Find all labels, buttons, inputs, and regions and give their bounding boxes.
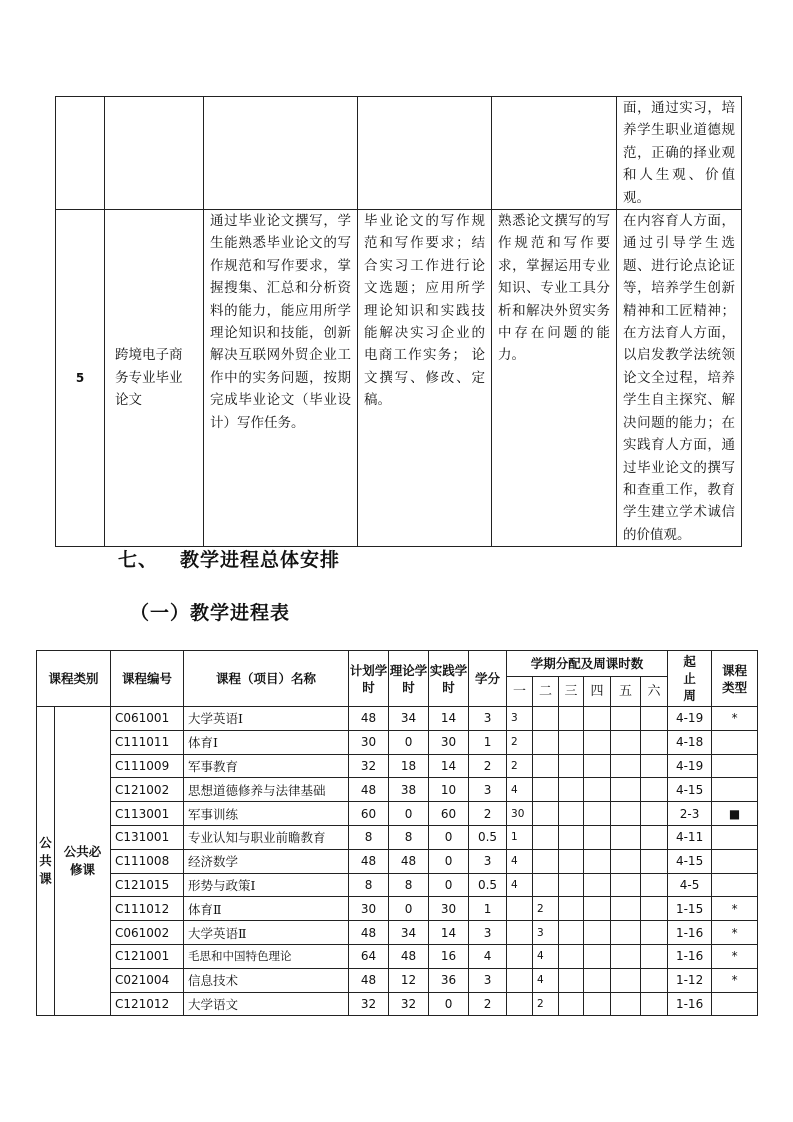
semester-hours-6 xyxy=(641,778,668,802)
semester-hours-5 xyxy=(611,754,641,778)
table-row xyxy=(37,778,758,802)
table-row xyxy=(37,825,758,849)
semester-hours-1: 4 xyxy=(507,873,533,897)
semester-hours-6 xyxy=(641,992,668,1016)
course-code: C121012 xyxy=(111,992,184,1016)
header-theory-hours: 理论学时 xyxy=(389,651,429,707)
course-name: 跨境电子商务专业毕业论文 xyxy=(105,210,204,547)
start-end-weeks: 4-15 xyxy=(668,849,712,873)
start-end-weeks: 4-11 xyxy=(668,825,712,849)
start-end-weeks: 1-16 xyxy=(668,992,712,1016)
semester-hours-1: 30 xyxy=(507,802,533,826)
semester-hours-3 xyxy=(559,802,584,826)
start-end-weeks: 1-12 xyxy=(668,968,712,992)
semester-hours-5 xyxy=(611,968,641,992)
course-type: * xyxy=(712,921,758,945)
table-row xyxy=(56,210,742,547)
semester-hours-3 xyxy=(559,825,584,849)
table-row xyxy=(37,968,758,992)
header-sem-1: 一 xyxy=(507,677,533,707)
semester-hours-3 xyxy=(559,778,584,802)
semester-hours-6 xyxy=(641,921,668,945)
category-level-1: 公共课 xyxy=(37,707,55,1016)
header-row xyxy=(37,651,758,677)
planned-hours: 48 xyxy=(349,707,389,731)
cell-empty xyxy=(105,97,204,210)
course-name: 经济数学 xyxy=(184,849,349,873)
semester-hours-5 xyxy=(611,730,641,754)
semester-hours-5 xyxy=(611,802,641,826)
section-heading xyxy=(118,545,340,572)
credit: 3 xyxy=(469,778,507,802)
course-type: ■ xyxy=(712,802,758,826)
course-code: C061001 xyxy=(111,707,184,731)
theory-hours: 32 xyxy=(389,992,429,1016)
semester-hours-3 xyxy=(559,707,584,731)
planned-hours: 30 xyxy=(349,897,389,921)
course-type: * xyxy=(712,968,758,992)
semester-hours-5 xyxy=(611,944,641,968)
credit: 3 xyxy=(469,707,507,731)
semester-hours-3 xyxy=(559,944,584,968)
semester-hours-4 xyxy=(584,873,611,897)
course-content: 毕业论文的写作规范和写作要求；结合实习工作进行论文选题；应用所学理论知识和实践技能解决实习企业的电商工作实务； 论文撰写、修改、定稿。 xyxy=(358,210,492,547)
semester-hours-2 xyxy=(533,825,559,849)
course-type xyxy=(712,730,758,754)
header-sem-3: 三 xyxy=(559,677,584,707)
semester-hours-4 xyxy=(584,707,611,731)
schedule-body xyxy=(37,707,758,1016)
course-code: C111012 xyxy=(111,897,184,921)
practice-hours: 14 xyxy=(429,707,469,731)
course-type xyxy=(712,849,758,873)
semester-hours-4 xyxy=(584,992,611,1016)
semester-hours-3 xyxy=(559,754,584,778)
practice-hours: 0 xyxy=(429,873,469,897)
semester-hours-5 xyxy=(611,873,641,897)
header-sem-2: 二 xyxy=(533,677,559,707)
course-name: 军事教育 xyxy=(184,754,349,778)
theory-hours: 48 xyxy=(389,849,429,873)
semester-hours-4 xyxy=(584,825,611,849)
course-code: C113001 xyxy=(111,802,184,826)
planned-hours: 60 xyxy=(349,802,389,826)
start-end-weeks: 4-18 xyxy=(668,730,712,754)
table-row xyxy=(37,921,758,945)
semester-hours-1 xyxy=(507,921,533,945)
semester-hours-4 xyxy=(584,754,611,778)
semester-hours-3 xyxy=(559,873,584,897)
credit: 3 xyxy=(469,849,507,873)
theory-hours: 8 xyxy=(389,873,429,897)
semester-hours-1: 4 xyxy=(507,778,533,802)
course-code: C021004 xyxy=(111,968,184,992)
course-name: 专业认知与职业前瞻教育 xyxy=(184,825,349,849)
theory-hours: 8 xyxy=(389,825,429,849)
course-requirement: 熟悉论文撰写的写作规范和写作要求，掌握运用专业知识、专业工具分析和解决外贸实务中存在问题的能力。 xyxy=(492,210,617,547)
header-category: 课程类别 xyxy=(37,651,111,707)
course-type xyxy=(712,754,758,778)
credit: 2 xyxy=(469,754,507,778)
credit: 0.5 xyxy=(469,873,507,897)
course-code: C111009 xyxy=(111,754,184,778)
semester-hours-6 xyxy=(641,968,668,992)
table-row xyxy=(37,849,758,873)
course-code: C111011 xyxy=(111,730,184,754)
semester-hours-6 xyxy=(641,707,668,731)
theory-hours: 38 xyxy=(389,778,429,802)
credit: 1 xyxy=(469,897,507,921)
semester-hours-1: 3 xyxy=(507,707,533,731)
course-name: 大学语文 xyxy=(184,992,349,1016)
semester-hours-2: 4 xyxy=(533,968,559,992)
table-row xyxy=(37,707,758,731)
credit: 1 xyxy=(469,730,507,754)
semester-hours-2 xyxy=(533,873,559,897)
semester-hours-6 xyxy=(641,944,668,968)
course-name: 形势与政策Ⅰ xyxy=(184,873,349,897)
semester-hours-1 xyxy=(507,992,533,1016)
cell-empty xyxy=(204,97,358,210)
semester-hours-6 xyxy=(641,730,668,754)
start-end-weeks: 1-15 xyxy=(668,897,712,921)
header-code: 课程编号 xyxy=(111,651,184,707)
planned-hours: 48 xyxy=(349,921,389,945)
course-code: C121002 xyxy=(111,778,184,802)
semester-hours-1: 4 xyxy=(507,849,533,873)
semester-hours-4 xyxy=(584,921,611,945)
course-name: 毛思和中国特色理论 xyxy=(184,944,349,968)
start-end-weeks: 4-19 xyxy=(668,754,712,778)
course-name: 体育Ⅰ xyxy=(184,730,349,754)
header-sem-4: 四 xyxy=(584,677,611,707)
theory-hours: 34 xyxy=(389,707,429,731)
course-type xyxy=(712,825,758,849)
practice-hours: 0 xyxy=(429,825,469,849)
practice-hours: 0 xyxy=(429,992,469,1016)
theory-hours: 12 xyxy=(389,968,429,992)
course-name: 信息技术 xyxy=(184,968,349,992)
cell-empty xyxy=(56,97,105,210)
planned-hours: 32 xyxy=(349,992,389,1016)
semester-hours-1: 2 xyxy=(507,754,533,778)
subsection-heading: （一）教学进程表 xyxy=(130,602,291,624)
course-code: C111008 xyxy=(111,849,184,873)
table-row xyxy=(37,802,758,826)
course-name: 大学英语Ⅱ xyxy=(184,921,349,945)
practice-hours: 30 xyxy=(429,730,469,754)
planned-hours: 48 xyxy=(349,968,389,992)
course-type xyxy=(712,873,758,897)
practice-hours: 60 xyxy=(429,802,469,826)
practice-hours: 0 xyxy=(429,849,469,873)
credit: 0.5 xyxy=(469,825,507,849)
course-type: * xyxy=(712,897,758,921)
table-row xyxy=(37,873,758,897)
semester-hours-4 xyxy=(584,968,611,992)
start-end-weeks: 1-16 xyxy=(668,921,712,945)
semester-hours-2: 2 xyxy=(533,992,559,1016)
semester-hours-2 xyxy=(533,707,559,731)
planned-hours: 8 xyxy=(349,873,389,897)
planned-hours: 48 xyxy=(349,849,389,873)
header-type: 课程类型 xyxy=(712,651,758,707)
ideology-cell: 面，通过实习，培养学生职业道德规范，正确的择业观和人生观、价值观。 xyxy=(617,97,742,210)
course-name: 体育Ⅱ xyxy=(184,897,349,921)
header-planned-hours: 计划学时 xyxy=(349,651,389,707)
semester-hours-3 xyxy=(559,992,584,1016)
course-type: * xyxy=(712,707,758,731)
planned-hours: 30 xyxy=(349,730,389,754)
semester-hours-2 xyxy=(533,802,559,826)
semester-hours-4 xyxy=(584,897,611,921)
header-credit: 学分 xyxy=(469,651,507,707)
semester-hours-3 xyxy=(559,897,584,921)
credit: 3 xyxy=(469,921,507,945)
semester-hours-6 xyxy=(641,873,668,897)
table-row xyxy=(37,897,758,921)
header-name: 课程（项目）名称 xyxy=(184,651,349,707)
table-row xyxy=(37,992,758,1016)
semester-hours-2 xyxy=(533,730,559,754)
semester-hours-2: 2 xyxy=(533,897,559,921)
semester-hours-4 xyxy=(584,730,611,754)
semester-hours-6 xyxy=(641,825,668,849)
semester-hours-5 xyxy=(611,897,641,921)
section-number: 七、 xyxy=(118,549,159,571)
practice-hours: 14 xyxy=(429,754,469,778)
header-sem-5: 五 xyxy=(611,677,641,707)
semester-hours-2: 3 xyxy=(533,921,559,945)
start-end-weeks: 2-3 xyxy=(668,802,712,826)
start-end-weeks: 4-15 xyxy=(668,778,712,802)
theory-hours: 34 xyxy=(389,921,429,945)
credit: 2 xyxy=(469,802,507,826)
course-name: 大学英语Ⅰ xyxy=(184,707,349,731)
theory-hours: 0 xyxy=(389,730,429,754)
semester-hours-6 xyxy=(641,897,668,921)
planned-hours: 64 xyxy=(349,944,389,968)
practice-hours: 14 xyxy=(429,921,469,945)
credit: 3 xyxy=(469,968,507,992)
semester-hours-2 xyxy=(533,778,559,802)
semester-hours-5 xyxy=(611,921,641,945)
credit: 4 xyxy=(469,944,507,968)
theory-hours: 0 xyxy=(389,897,429,921)
semester-hours-6 xyxy=(641,849,668,873)
course-code: C121015 xyxy=(111,873,184,897)
course-type: * xyxy=(712,944,758,968)
start-end-weeks: 4-19 xyxy=(668,707,712,731)
table-row xyxy=(37,730,758,754)
semester-hours-1 xyxy=(507,897,533,921)
course-type xyxy=(712,778,758,802)
semester-hours-5 xyxy=(611,778,641,802)
semester-hours-1: 2 xyxy=(507,730,533,754)
semester-hours-1: 1 xyxy=(507,825,533,849)
course-name: 军事训练 xyxy=(184,802,349,826)
section-title: 教学进程总体安排 xyxy=(180,549,341,571)
table-row xyxy=(37,754,758,778)
category-level-2: 公共必修课 xyxy=(55,707,111,1016)
semester-hours-4 xyxy=(584,944,611,968)
semester-hours-2: 4 xyxy=(533,944,559,968)
cell-empty xyxy=(492,97,617,210)
planned-hours: 48 xyxy=(349,778,389,802)
course-goal: 通过毕业论文撰写，学生能熟悉毕业论文的写作规范和写作要求，掌握搜集、汇总和分析资料的能力，能应用所学理论知识和技能，创新解决互联网外贸企业工作中的实务问题，按期完成毕业论文（毕业设计）写作任务。 xyxy=(204,210,358,547)
course-code: C061002 xyxy=(111,921,184,945)
semester-hours-3 xyxy=(559,730,584,754)
semester-hours-5 xyxy=(611,707,641,731)
practice-hours: 36 xyxy=(429,968,469,992)
objectives-table xyxy=(55,96,742,547)
practice-hours: 10 xyxy=(429,778,469,802)
practice-hours: 16 xyxy=(429,944,469,968)
semester-hours-4 xyxy=(584,849,611,873)
semester-hours-4 xyxy=(584,802,611,826)
practice-hours: 30 xyxy=(429,897,469,921)
semester-hours-2 xyxy=(533,849,559,873)
header-sem-6: 六 xyxy=(641,677,668,707)
start-end-weeks: 1-16 xyxy=(668,944,712,968)
semester-hours-5 xyxy=(611,992,641,1016)
header-semesters: 学期分配及周课时数 xyxy=(507,651,668,677)
course-name: 思想道德修养与法律基础 xyxy=(184,778,349,802)
semester-hours-3 xyxy=(559,849,584,873)
planned-hours: 8 xyxy=(349,825,389,849)
semester-hours-4 xyxy=(584,778,611,802)
semester-hours-3 xyxy=(559,921,584,945)
semester-hours-1 xyxy=(507,968,533,992)
theory-hours: 0 xyxy=(389,802,429,826)
schedule-table xyxy=(36,650,758,1016)
semester-hours-5 xyxy=(611,825,641,849)
theory-hours: 18 xyxy=(389,754,429,778)
credit: 2 xyxy=(469,992,507,1016)
continuation-row xyxy=(56,97,742,210)
ideology-cell: 在内容育人方面，通过引导学生选题、进行论点论证等，培养学生创新精神和工匠精神；在方法育人方面，以启发教学法统领论文全过程，培养学生自主探究、解决问题的能力；在实践育人方面，通过毕业论文的撰写和查重工作，教育学生建立学术诚信的价值观。 xyxy=(617,210,742,547)
table-row xyxy=(37,944,758,968)
header-practice-hours: 实践学时 xyxy=(429,651,469,707)
semester-hours-2 xyxy=(533,754,559,778)
semester-hours-5 xyxy=(611,849,641,873)
semester-hours-3 xyxy=(559,968,584,992)
planned-hours: 32 xyxy=(349,754,389,778)
semester-hours-6 xyxy=(641,802,668,826)
course-code: C131001 xyxy=(111,825,184,849)
start-end-weeks: 4-5 xyxy=(668,873,712,897)
cell-empty xyxy=(358,97,492,210)
row-number: 5 xyxy=(56,210,105,547)
semester-hours-6 xyxy=(641,754,668,778)
course-code: C121001 xyxy=(111,944,184,968)
semester-hours-1 xyxy=(507,944,533,968)
theory-hours: 48 xyxy=(389,944,429,968)
header-weeks: 起止周 xyxy=(668,651,712,707)
course-type xyxy=(712,992,758,1016)
